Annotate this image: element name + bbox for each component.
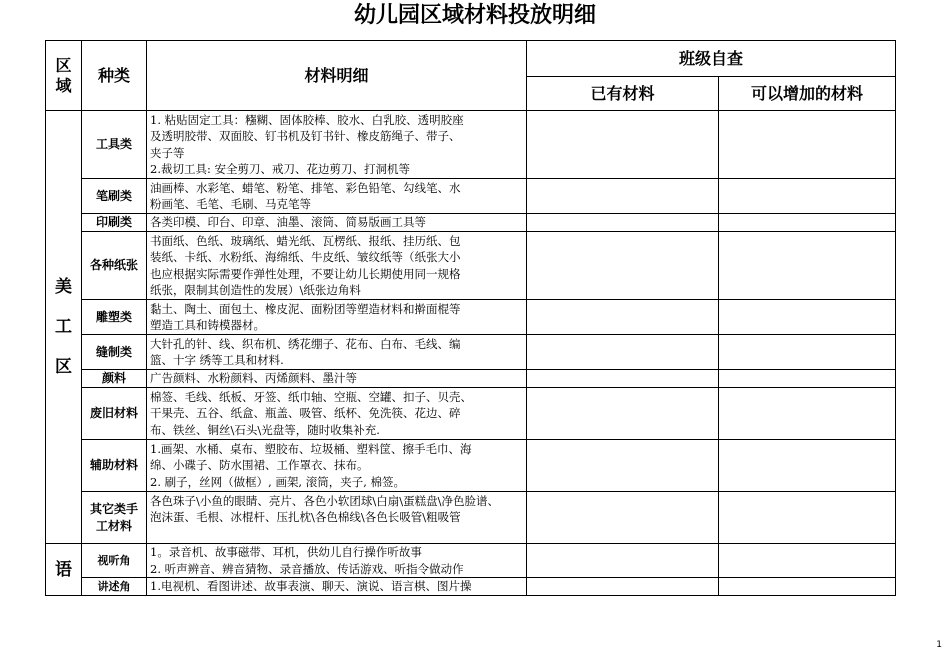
addable-materials-cell[interactable]: [719, 232, 896, 300]
table-row: [46, 232, 896, 300]
addable-materials-cell[interactable]: [719, 214, 896, 232]
category-cell: 辅助材料: [82, 440, 147, 492]
existing-materials-cell[interactable]: [527, 544, 719, 578]
existing-materials-cell[interactable]: [527, 232, 719, 300]
material-details-cell: [147, 440, 527, 492]
detail-line: 1. 粘贴固定工具：糨糊、固体胶棒、胶水、白乳胶、透明胶座: [150, 112, 464, 127]
detail-line: 各色珠子\小鱼的眼睛、亮片、各色小软团球\白扇\蛋糕盘\净色脸谱、: [150, 493, 499, 508]
category-cell: 各种纸张: [82, 232, 147, 300]
addable-materials-cell[interactable]: [719, 370, 896, 388]
existing-materials-cell[interactable]: [527, 300, 719, 335]
detail-line: 2.裁切工具: 安全剪刀、戒刀、花边剪刀、打洞机等: [150, 162, 410, 176]
detail-line: 篮、十字 绣等工具和材料.: [150, 353, 284, 367]
category-cell: 废旧材料: [82, 388, 147, 440]
table-row: [46, 214, 896, 232]
existing-materials-cell[interactable]: [527, 179, 719, 214]
page-number: 1: [936, 640, 942, 650]
addable-materials-cell[interactable]: [719, 335, 896, 370]
detail-line: 绵、小碟子、防水围裙、工作罩衣、抹布。: [150, 458, 369, 473]
category-cell: 笔刷类: [82, 179, 147, 214]
detail-line: 装纸、卡纸、水粉纸、海绵纸、牛皮纸、皱纹纸等（纸张大小: [150, 250, 461, 264]
addable-materials-cell[interactable]: [719, 578, 896, 596]
category-cell: 讲述角: [82, 578, 147, 596]
detail-line: 书面纸、色纸、玻璃纸、蜡光纸、瓦楞纸、报纸、挂历纸、包: [150, 233, 461, 248]
existing-materials-cell[interactable]: [527, 492, 719, 544]
page-title: 幼儿园区域材料投放明细: [353, 3, 596, 28]
addable-materials-cell[interactable]: [719, 440, 896, 492]
category-cell: 缝制类: [82, 335, 147, 370]
material-details-cell: [147, 232, 527, 300]
addable-materials-cell[interactable]: [719, 544, 896, 578]
header-row-1: [46, 41, 896, 77]
material-details-cell: [147, 492, 527, 544]
detail-line: 也应根据实际需要作弹性处理，不要让幼儿长期使用同一规格: [150, 266, 461, 281]
table-row: [46, 578, 896, 596]
category-cell: 颜料: [82, 370, 147, 388]
category-cell: 雕塑类: [82, 300, 147, 335]
table-row: [46, 544, 896, 578]
detail-line: 干果壳、五谷、纸盒、瓶盖、吸管、纸杯、免洗筷、花边、碎: [150, 406, 461, 421]
detail-line: 及透明胶带、双面胶、钉书机及钉书针、橡皮筋绳子、带子、: [150, 129, 461, 143]
detail-line: 棉签、毛线、纸板、牙签、纸巾轴、空瓶、空罐、扣子、贝壳、: [150, 389, 472, 404]
material-details-cell: [147, 214, 527, 232]
table-row: [46, 440, 896, 492]
header-category: 种类: [82, 41, 147, 111]
detail-line: 黏土、陶土、面包土、橡皮泥、面粉团等塑造材料和擀面棍等: [150, 301, 461, 316]
addable-materials-cell[interactable]: [719, 388, 896, 440]
detail-line: 1.电视机、看图讲述、故事表演、聊天、演说、语言棋、图片操: [150, 579, 472, 594]
addable-materials-cell[interactable]: [719, 111, 896, 179]
category-cell: 其它类手工材料: [82, 492, 147, 544]
material-details-cell: [147, 300, 527, 335]
material-details-cell: [147, 179, 527, 214]
existing-materials-cell[interactable]: [527, 214, 719, 232]
table-row: [46, 370, 896, 388]
existing-materials-cell[interactable]: [527, 440, 719, 492]
detail-line: 布、铁丝、铜丝\石头\光盘等，随时收集补充.: [150, 422, 380, 437]
material-details-cell: [147, 544, 527, 578]
table-row: [46, 388, 896, 440]
addable-materials-cell[interactable]: [719, 179, 896, 214]
header-details: 材料明细: [147, 41, 527, 111]
detail-line: 夹子等: [150, 145, 185, 160]
table-row: [46, 335, 896, 370]
category-cell: 印刷类: [82, 214, 147, 232]
detail-line: 纸张，限制其创造性的发展）\纸张边角料: [150, 283, 361, 297]
addable-materials-cell[interactable]: [719, 492, 896, 544]
header-class-check: 班级自查: [527, 41, 896, 77]
detail-line: 1.画架、水桶、桌布、塑胶布、垃圾桶、塑料筐、擦手毛巾、海: [150, 441, 472, 456]
header-existing: 已有材料: [527, 77, 719, 111]
existing-materials-cell[interactable]: [527, 370, 719, 388]
detail-line: 大针孔的针、线、织布机、绣花绷子、花布、白布、毛线、编: [150, 336, 461, 351]
table-row: [46, 300, 896, 335]
header-area: 区域: [46, 41, 82, 111]
material-details-cell: [147, 578, 527, 596]
detail-line: 1。录音机、故事磁带、耳机，供幼儿自行操作听故事: [150, 545, 422, 559]
category-cell: 工具类: [82, 111, 147, 179]
detail-line: 塑造工具和铸模器材。: [150, 318, 265, 332]
table-row: [46, 111, 896, 179]
detail-line: 泡沫蛋、毛根、冰棍杆、压扎枕\各色棉线\各色长吸管\粗吸管: [150, 510, 461, 525]
table-row: [46, 492, 896, 544]
addable-materials-cell[interactable]: [719, 300, 896, 335]
existing-materials-cell[interactable]: [527, 388, 719, 440]
detail-line: 2. 刷子，丝网（做框）, 画架, 滚筒，夹子, 棉签。: [150, 474, 406, 489]
area-cell: 美工区: [46, 111, 82, 544]
detail-line: 粉画笔、毛笔、毛刷、马克笔等: [150, 197, 311, 211]
detail-line: 广告颜料、水粉颜料、丙烯颜料、墨汁等: [150, 371, 357, 386]
material-details-cell: [147, 335, 527, 370]
detail-line: 各类印模、印台、印章、油墨、滚筒、简易版画工具等: [150, 215, 426, 230]
detail-line: 2. 听声辨音、辨音猜物、录音播放、传话游戏、听指令做动作: [150, 561, 464, 576]
material-details-cell: [147, 370, 527, 388]
material-details-cell: [147, 388, 527, 440]
category-cell: 视听角: [82, 544, 147, 578]
existing-materials-cell[interactable]: [527, 111, 719, 179]
detail-line: 油画棒、水彩笔、蜡笔、粉笔、排笔、彩色铅笔、勾线笔、水: [150, 180, 461, 195]
area-cell: 语: [46, 544, 82, 596]
table-row: [46, 179, 896, 214]
materials-table: [45, 40, 896, 596]
material-details-cell: [147, 111, 527, 179]
detail-line: [150, 526, 524, 543]
existing-materials-cell[interactable]: [527, 335, 719, 370]
header-addable: 可以增加的材料: [719, 77, 896, 111]
existing-materials-cell[interactable]: [527, 578, 719, 596]
